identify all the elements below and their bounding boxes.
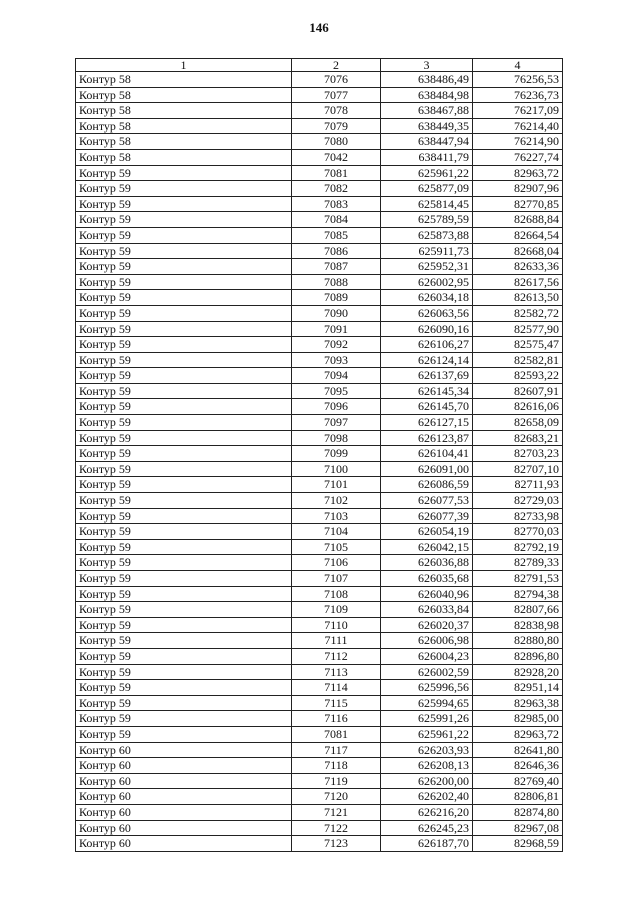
x-coordinate-cell: 625911,73: [381, 243, 473, 259]
y-coordinate-cell: 82806,81: [473, 789, 563, 805]
x-coordinate-cell: 625873,88: [381, 227, 473, 243]
y-coordinate-cell: 82683,21: [473, 430, 563, 446]
y-coordinate-cell: 82729,03: [473, 493, 563, 509]
contour-name-cell: Контур 59: [76, 477, 292, 493]
y-coordinate-cell: 82633,36: [473, 259, 563, 275]
contour-name-cell: Контур 59: [76, 602, 292, 618]
contour-name-cell: Контур 59: [76, 212, 292, 228]
point-number-cell: 7076: [292, 72, 381, 88]
table-row: [76, 243, 563, 259]
y-coordinate-cell: 82593,22: [473, 368, 563, 384]
y-coordinate-cell: 76236,73: [473, 87, 563, 103]
point-number-cell: 7104: [292, 524, 381, 540]
x-coordinate-cell: 638411,79: [381, 149, 473, 165]
table-row: [76, 149, 563, 165]
y-coordinate-cell: 76256,53: [473, 72, 563, 88]
contour-name-cell: Контур 59: [76, 539, 292, 555]
point-number-cell: 7081: [292, 165, 381, 181]
x-coordinate-cell: 638449,35: [381, 118, 473, 134]
page-number: 146: [309, 20, 329, 35]
table-row: [76, 773, 563, 789]
y-coordinate-cell: 82789,33: [473, 555, 563, 571]
point-number-cell: 7088: [292, 274, 381, 290]
y-coordinate-cell: 82791,53: [473, 571, 563, 587]
table-row: [76, 196, 563, 212]
x-coordinate-cell: 625996,56: [381, 680, 473, 696]
y-coordinate-cell: 82874,80: [473, 804, 563, 820]
x-coordinate-cell: 626124,14: [381, 352, 473, 368]
contour-name-cell: Контур 59: [76, 181, 292, 197]
x-coordinate-cell: 626090,16: [381, 321, 473, 337]
contour-name-cell: Контур 60: [76, 773, 292, 789]
x-coordinate-cell: 625991,26: [381, 711, 473, 727]
point-number-cell: 7120: [292, 789, 381, 805]
x-coordinate-cell: 626077,53: [381, 493, 473, 509]
x-coordinate-cell: 626123,87: [381, 430, 473, 446]
x-coordinate-cell: 625814,45: [381, 196, 473, 212]
table-row: [76, 789, 563, 805]
contour-name-cell: Контур 58: [76, 103, 292, 119]
point-number-cell: 7087: [292, 259, 381, 275]
x-coordinate-cell: 626054,19: [381, 524, 473, 540]
y-coordinate-cell: 82577,90: [473, 321, 563, 337]
table-row: [76, 352, 563, 368]
table-row: [76, 524, 563, 540]
table-row: [76, 368, 563, 384]
y-coordinate-cell: 82880,80: [473, 633, 563, 649]
x-coordinate-cell: 626145,34: [381, 383, 473, 399]
y-coordinate-cell: 82658,09: [473, 415, 563, 431]
y-coordinate-cell: 76214,90: [473, 134, 563, 150]
table-header-row: [76, 59, 563, 72]
table-row: [76, 477, 563, 493]
point-number-cell: 7083: [292, 196, 381, 212]
table-row: [76, 134, 563, 150]
contour-name-cell: Контур 59: [76, 461, 292, 477]
point-number-cell: 7106: [292, 555, 381, 571]
table-row: [76, 430, 563, 446]
point-number-cell: 7107: [292, 571, 381, 587]
x-coordinate-cell: 626200,00: [381, 773, 473, 789]
point-number-cell: 7085: [292, 227, 381, 243]
x-coordinate-cell: 625994,65: [381, 695, 473, 711]
point-number-cell: 7086: [292, 243, 381, 259]
coordinates-table: [75, 58, 563, 852]
contour-name-cell: Контур 58: [76, 118, 292, 134]
contour-name-cell: Контур 60: [76, 742, 292, 758]
contour-name-cell: Контур 59: [76, 695, 292, 711]
y-coordinate-cell: 82582,72: [473, 305, 563, 321]
table-row: [76, 305, 563, 321]
table-row: [76, 602, 563, 618]
y-coordinate-cell: 82985,00: [473, 711, 563, 727]
contour-name-cell: Контур 59: [76, 711, 292, 727]
y-coordinate-cell: 82664,54: [473, 227, 563, 243]
point-number-cell: 7103: [292, 508, 381, 524]
table-body: [76, 72, 563, 852]
y-coordinate-cell: 82733,98: [473, 508, 563, 524]
point-number-cell: 7078: [292, 103, 381, 119]
contour-name-cell: Контур 59: [76, 290, 292, 306]
y-coordinate-cell: 82807,66: [473, 602, 563, 618]
contour-name-cell: Контур 59: [76, 274, 292, 290]
table-row: [76, 836, 563, 852]
contour-name-cell: Контур 59: [76, 399, 292, 415]
x-coordinate-cell: 625961,22: [381, 726, 473, 742]
table-row: [76, 227, 563, 243]
point-number-cell: 7096: [292, 399, 381, 415]
x-coordinate-cell: 638467,88: [381, 103, 473, 119]
y-coordinate-cell: 82617,56: [473, 274, 563, 290]
x-coordinate-cell: 626002,59: [381, 664, 473, 680]
table-row: [76, 617, 563, 633]
table-row: [76, 399, 563, 415]
contour-name-cell: Контур 60: [76, 758, 292, 774]
x-coordinate-cell: 626202,40: [381, 789, 473, 805]
point-number-cell: 7099: [292, 446, 381, 462]
point-number-cell: 7116: [292, 711, 381, 727]
contour-name-cell: Контур 59: [76, 196, 292, 212]
table-row: [76, 415, 563, 431]
point-number-cell: 7091: [292, 321, 381, 337]
y-coordinate-cell: 82769,40: [473, 773, 563, 789]
y-coordinate-cell: 82582,81: [473, 352, 563, 368]
x-coordinate-cell: 626104,41: [381, 446, 473, 462]
x-coordinate-cell: 626036,88: [381, 555, 473, 571]
y-coordinate-cell: 82967,08: [473, 820, 563, 836]
y-coordinate-cell: 82770,85: [473, 196, 563, 212]
point-number-cell: 7090: [292, 305, 381, 321]
y-coordinate-cell: 82688,84: [473, 212, 563, 228]
point-number-cell: 7117: [292, 742, 381, 758]
contour-name-cell: Контур 60: [76, 836, 292, 852]
contour-name-cell: Контур 58: [76, 72, 292, 88]
point-number-cell: 7122: [292, 820, 381, 836]
y-coordinate-cell: 82607,91: [473, 383, 563, 399]
y-coordinate-cell: 82896,80: [473, 648, 563, 664]
table-row: [76, 321, 563, 337]
table-row: [76, 633, 563, 649]
point-number-cell: 7098: [292, 430, 381, 446]
contour-name-cell: Контур 59: [76, 446, 292, 462]
table-row: [76, 758, 563, 774]
table-row: [76, 212, 563, 228]
y-coordinate-cell: 82951,14: [473, 680, 563, 696]
point-number-cell: 7092: [292, 337, 381, 353]
table-row: [76, 820, 563, 836]
y-coordinate-cell: 82928,20: [473, 664, 563, 680]
x-coordinate-cell: 626091,00: [381, 461, 473, 477]
point-number-cell: 7109: [292, 602, 381, 618]
x-coordinate-cell: 626063,56: [381, 305, 473, 321]
y-coordinate-cell: 82575,47: [473, 337, 563, 353]
point-number-cell: 7084: [292, 212, 381, 228]
y-coordinate-cell: 82646,36: [473, 758, 563, 774]
table-row: [76, 742, 563, 758]
y-coordinate-cell: 82707,10: [473, 461, 563, 477]
contour-name-cell: Контур 59: [76, 305, 292, 321]
table-row: [76, 72, 563, 88]
table-row: [76, 664, 563, 680]
y-coordinate-cell: 82641,80: [473, 742, 563, 758]
point-number-cell: 7123: [292, 836, 381, 852]
contour-name-cell: Контур 59: [76, 524, 292, 540]
table-row: [76, 274, 563, 290]
contour-name-cell: Контур 59: [76, 633, 292, 649]
contour-name-cell: Контур 60: [76, 789, 292, 805]
table-row: [76, 586, 563, 602]
point-number-cell: 7077: [292, 87, 381, 103]
x-coordinate-cell: 626034,18: [381, 290, 473, 306]
column-header-2: 2: [292, 59, 381, 72]
table-row: [76, 165, 563, 181]
y-coordinate-cell: 82838,98: [473, 617, 563, 633]
x-coordinate-cell: 626245,23: [381, 820, 473, 836]
y-coordinate-cell: 76214,40: [473, 118, 563, 134]
contour-name-cell: Контур 59: [76, 617, 292, 633]
table-row: [76, 337, 563, 353]
x-coordinate-cell: 638447,94: [381, 134, 473, 150]
table-row: [76, 103, 563, 119]
contour-name-cell: Контур 59: [76, 227, 292, 243]
contour-name-cell: Контур 60: [76, 820, 292, 836]
x-coordinate-cell: 626006,98: [381, 633, 473, 649]
point-number-cell: 7114: [292, 680, 381, 696]
x-coordinate-cell: 626208,13: [381, 758, 473, 774]
point-number-cell: 7119: [292, 773, 381, 789]
point-number-cell: 7108: [292, 586, 381, 602]
x-coordinate-cell: 626086,59: [381, 477, 473, 493]
point-number-cell: 7094: [292, 368, 381, 384]
contour-name-cell: Контур 59: [76, 430, 292, 446]
x-coordinate-cell: 626106,27: [381, 337, 473, 353]
point-number-cell: 7042: [292, 149, 381, 165]
table-row: [76, 446, 563, 462]
contour-name-cell: Контур 60: [76, 804, 292, 820]
x-coordinate-cell: 626216,20: [381, 804, 473, 820]
column-header-3: 3: [381, 59, 473, 72]
contour-name-cell: Контур 59: [76, 571, 292, 587]
x-coordinate-cell: 625961,22: [381, 165, 473, 181]
point-number-cell: 7093: [292, 352, 381, 368]
y-coordinate-cell: 76217,09: [473, 103, 563, 119]
x-coordinate-cell: 626002,95: [381, 274, 473, 290]
table-row: [76, 804, 563, 820]
contour-name-cell: Контур 58: [76, 134, 292, 150]
point-number-cell: 7121: [292, 804, 381, 820]
contour-name-cell: Контур 59: [76, 493, 292, 509]
contour-name-cell: Контур 59: [76, 259, 292, 275]
x-coordinate-cell: 626137,69: [381, 368, 473, 384]
table-row: [76, 181, 563, 197]
point-number-cell: 7111: [292, 633, 381, 649]
column-header-1: 1: [76, 59, 292, 72]
point-number-cell: 7080: [292, 134, 381, 150]
y-coordinate-cell: 82613,50: [473, 290, 563, 306]
x-coordinate-cell: 626127,15: [381, 415, 473, 431]
table-row: [76, 87, 563, 103]
point-number-cell: 7095: [292, 383, 381, 399]
table-row: [76, 461, 563, 477]
point-number-cell: 7110: [292, 617, 381, 633]
point-number-cell: 7081: [292, 726, 381, 742]
y-coordinate-cell: 82963,38: [473, 695, 563, 711]
y-coordinate-cell: 82794,38: [473, 586, 563, 602]
contour-name-cell: Контур 59: [76, 508, 292, 524]
contour-name-cell: Контур 58: [76, 149, 292, 165]
x-coordinate-cell: 626187,70: [381, 836, 473, 852]
table-row: [76, 118, 563, 134]
x-coordinate-cell: 638486,49: [381, 72, 473, 88]
column-header-4: 4: [473, 59, 563, 72]
point-number-cell: 7113: [292, 664, 381, 680]
x-coordinate-cell: 626035,68: [381, 571, 473, 587]
table-row: [76, 648, 563, 664]
point-number-cell: 7105: [292, 539, 381, 555]
x-coordinate-cell: 626203,93: [381, 742, 473, 758]
table-row: [76, 726, 563, 742]
point-number-cell: 7100: [292, 461, 381, 477]
y-coordinate-cell: 82963,72: [473, 165, 563, 181]
contour-name-cell: Контур 58: [76, 87, 292, 103]
table-row: [76, 539, 563, 555]
contour-name-cell: Контур 59: [76, 243, 292, 259]
x-coordinate-cell: 625952,31: [381, 259, 473, 275]
contour-name-cell: Контур 59: [76, 383, 292, 399]
x-coordinate-cell: 638484,98: [381, 87, 473, 103]
table-row: [76, 571, 563, 587]
y-coordinate-cell: 76227,74: [473, 149, 563, 165]
y-coordinate-cell: 82792,19: [473, 539, 563, 555]
contour-name-cell: Контур 59: [76, 352, 292, 368]
table-row: [76, 290, 563, 306]
y-coordinate-cell: 82703,23: [473, 446, 563, 462]
table-row: [76, 555, 563, 571]
x-coordinate-cell: 625877,09: [381, 181, 473, 197]
contour-name-cell: Контур 59: [76, 165, 292, 181]
x-coordinate-cell: 626145,70: [381, 399, 473, 415]
point-number-cell: 7082: [292, 181, 381, 197]
contour-name-cell: Контур 59: [76, 337, 292, 353]
x-coordinate-cell: 626077,39: [381, 508, 473, 524]
contour-name-cell: Контур 59: [76, 680, 292, 696]
table-row: [76, 711, 563, 727]
contour-name-cell: Контур 59: [76, 415, 292, 431]
table-row: [76, 695, 563, 711]
y-coordinate-cell: 82711,93: [473, 477, 563, 493]
point-number-cell: 7079: [292, 118, 381, 134]
point-number-cell: 7097: [292, 415, 381, 431]
table-row: [76, 508, 563, 524]
point-number-cell: 7101: [292, 477, 381, 493]
point-number-cell: 7089: [292, 290, 381, 306]
y-coordinate-cell: 82616,06: [473, 399, 563, 415]
x-coordinate-cell: 626042,15: [381, 539, 473, 555]
point-number-cell: 7112: [292, 648, 381, 664]
contour-name-cell: Контур 59: [76, 586, 292, 602]
point-number-cell: 7115: [292, 695, 381, 711]
y-coordinate-cell: 82668,04: [473, 243, 563, 259]
x-coordinate-cell: 626020,37: [381, 617, 473, 633]
contour-name-cell: Контур 59: [76, 726, 292, 742]
y-coordinate-cell: 82770,03: [473, 524, 563, 540]
x-coordinate-cell: 626004,23: [381, 648, 473, 664]
x-coordinate-cell: 626033,84: [381, 602, 473, 618]
y-coordinate-cell: 82907,96: [473, 181, 563, 197]
contour-name-cell: Контур 59: [76, 648, 292, 664]
y-coordinate-cell: 82968,59: [473, 836, 563, 852]
table-row: [76, 259, 563, 275]
contour-name-cell: Контур 59: [76, 555, 292, 571]
contour-name-cell: Контур 59: [76, 664, 292, 680]
table-row: [76, 680, 563, 696]
table-row: [76, 493, 563, 509]
y-coordinate-cell: 82963,72: [473, 726, 563, 742]
table-row: [76, 383, 563, 399]
point-number-cell: 7118: [292, 758, 381, 774]
contour-name-cell: Контур 59: [76, 368, 292, 384]
point-number-cell: 7102: [292, 493, 381, 509]
x-coordinate-cell: 625789,59: [381, 212, 473, 228]
contour-name-cell: Контур 59: [76, 321, 292, 337]
x-coordinate-cell: 626040,96: [381, 586, 473, 602]
